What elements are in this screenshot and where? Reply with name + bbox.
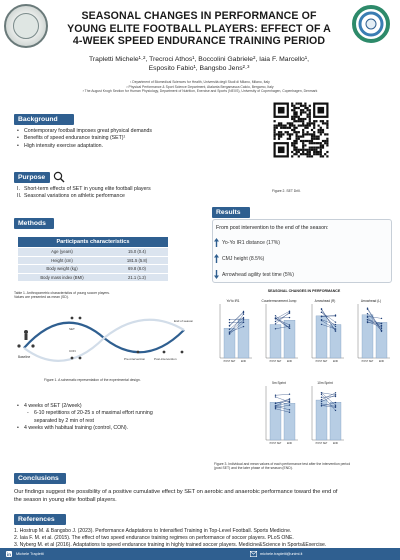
caption-line: Values are presented as mean (SD). — [14, 295, 69, 300]
svg-text:in: in — [7, 552, 11, 557]
data-point — [229, 325, 230, 326]
data-point — [335, 402, 336, 403]
data-point — [321, 308, 322, 309]
data-point — [321, 403, 322, 404]
list-item: • 4 weeks of SET (2/week) — [17, 403, 82, 409]
data-point — [335, 314, 336, 315]
reference-item: 2. Iaia F. M. et al. (2015). The effect of two speed endurance training regimes on performance of soccer players. PLoS ONE. — [14, 535, 294, 541]
data-point — [321, 397, 322, 398]
conclusions-heading: Conclusions — [14, 473, 66, 484]
table-cell-value: 21.1 (1.2) — [128, 274, 146, 280]
table-cell-label: Body weight (kg) — [46, 266, 78, 272]
x-tick-label: END — [332, 360, 339, 363]
bar-end — [238, 319, 249, 358]
data-point — [321, 405, 322, 406]
x-tick-label: END — [240, 360, 247, 363]
list-item-text: Seasonal variations on athletic performance — [24, 193, 125, 200]
data-point — [289, 394, 290, 395]
data-point — [321, 401, 322, 402]
caption-line: Figure 3. Individual and mean values of each performance test after the intervention period — [214, 462, 351, 466]
title-line: 4-WEEK SPEED ENDURANCE TRAINING PERIOD — [72, 35, 326, 47]
diagram-label-con: CON — [69, 349, 76, 353]
data-point — [335, 394, 336, 395]
list-item: - 6-10 repetitions of 20-25 s of maximal effort running — [27, 410, 153, 417]
results-heading: Results — [212, 207, 250, 218]
table-cell-value: 69.8 (8.0) — [128, 266, 146, 272]
list-marker: I. — [17, 186, 20, 192]
data-point — [321, 319, 322, 320]
data-point — [275, 315, 276, 316]
performance-plots — [212, 296, 396, 460]
purpose-list — [14, 186, 264, 201]
panel-title: Countermovement Jump — [261, 299, 297, 303]
methods-heading: Methods — [14, 218, 54, 229]
mail-icon — [250, 551, 257, 557]
conclusions-line: the season in young elite football players. — [14, 497, 117, 504]
list-item-text: 6-10 repetitions of 20-25 s of maximal effort running — [34, 410, 153, 417]
diagram-caption: Figure 1. A schematic representation of the experimental design. — [44, 378, 141, 382]
footer-email[interactable]: michele.trapletti@unimi.it — [260, 552, 303, 556]
affiliations — [30, 80, 370, 94]
table-row — [18, 256, 168, 265]
data-point — [275, 321, 276, 322]
results-intro: From post intervention to the end of the season: — [216, 225, 329, 231]
table-caption — [14, 291, 194, 300]
list-item-text: separated by 2 min of rest — [34, 417, 94, 424]
data-point — [335, 410, 336, 411]
conclusions-line: Our findings suggest the possibility of a positive cumulative effect by SET on aerobic and anaerobic performance toward the end of — [14, 489, 338, 495]
list-item-text: 4 weeks of SET (2/week) — [24, 403, 82, 409]
data-point — [381, 328, 382, 329]
individual-line — [276, 394, 290, 395]
x-tick-label: END — [378, 360, 385, 363]
data-point — [381, 325, 382, 326]
table-cell-value: 181.5 (5.8) — [126, 257, 148, 263]
caption-line: Table 1. Anthropometric characteristics of young soccer players. — [14, 291, 110, 295]
data-point — [321, 312, 322, 313]
x-tick-label: POST SET — [269, 360, 282, 363]
table-cell-label: Height (cm) — [51, 257, 73, 263]
list-item-text: High intensity exercise adaptation. — [24, 142, 104, 149]
affiliation-line: ² Physical Performance & Sport Science Department, Atalanta Bergamasca Calcio, Bergamo, Italy — [126, 84, 274, 89]
data-point — [335, 392, 336, 393]
data-point — [381, 331, 382, 332]
data-point — [229, 329, 230, 330]
conclusions-text — [14, 488, 392, 504]
list-item-text: 4 weeks with habitual training (control, CON). — [24, 425, 129, 432]
data-point — [243, 318, 244, 319]
result-line-text: Yo-Yo IR1 distance (17%) — [222, 239, 280, 246]
x-tick-label: END — [286, 442, 293, 445]
reference-item: 1. Hostrup M. & Bangsbo J. (2023). Performance Adaptations to Intensified Training in Top-Level Football. Sports Medicine. — [14, 528, 292, 534]
x-tick-label: POST SET — [315, 360, 328, 363]
data-point — [335, 321, 336, 322]
data-point — [335, 330, 336, 331]
data-point — [229, 322, 230, 323]
diagram-label-post: Post-intervention — [154, 357, 177, 361]
data-point — [275, 396, 276, 397]
diagram-label-pre: Pre-intervention — [124, 357, 146, 361]
qr-code-block — [272, 101, 330, 193]
list-item: • Benefits of speed endurance training (SET)¹ — [17, 135, 126, 142]
data-point — [275, 318, 276, 319]
data-point — [275, 408, 276, 409]
list-item — [14, 418, 204, 425]
qr-code — [272, 101, 330, 179]
result-line — [214, 270, 294, 279]
data-point — [321, 316, 322, 317]
university-seal-logo — [4, 4, 48, 48]
footer-bar — [0, 548, 400, 560]
plots-caption — [214, 462, 394, 471]
purpose-heading: Purpose — [14, 172, 50, 183]
caption-line: (post SET) and the later phase of the season (END). — [214, 466, 293, 471]
background-list — [14, 128, 264, 150]
x-tick-label: POST SET — [269, 442, 282, 445]
arrow-down-icon — [214, 270, 219, 279]
data-point — [229, 319, 230, 320]
list-item-text: Short-term effects of SET in young elite football players — [24, 186, 151, 192]
conference-logo — [348, 4, 394, 44]
list-item: • 4 weeks with habitual training (control, CON). — [17, 425, 129, 432]
data-point — [275, 405, 276, 406]
data-point — [289, 404, 290, 405]
data-point — [289, 326, 290, 327]
x-tick-label: POST SET — [315, 442, 328, 445]
x-tick-label: POST SET — [223, 360, 236, 363]
panel-title: Arrowhead (R) — [314, 299, 336, 303]
bar-post-set — [270, 325, 281, 358]
data-point — [275, 328, 276, 329]
authors — [54, 55, 344, 73]
authors-line: Trapletti Michele¹·², Trecroci Athos¹, Boccolini Gabriele², Iaia F. Marcello¹, — [89, 56, 309, 63]
list-item: • High intensity exercise adaptation. — [17, 142, 104, 149]
table-cell-label: Age (years) — [51, 249, 73, 254]
references-heading: References — [14, 514, 66, 525]
data-point — [243, 317, 244, 318]
result-line-text: CMJ height (8.5%) — [222, 255, 265, 262]
data-point — [229, 333, 230, 334]
data-point — [243, 319, 244, 320]
data-point — [321, 394, 322, 395]
data-point — [367, 313, 368, 314]
list-marker: II. — [17, 193, 22, 200]
data-point — [289, 311, 290, 312]
data-point — [367, 309, 368, 310]
data-point — [275, 395, 276, 396]
arrow-up-icon — [214, 254, 219, 263]
individual-line — [322, 395, 336, 402]
table-row — [18, 273, 168, 282]
data-point — [289, 399, 290, 400]
data-point — [243, 314, 244, 315]
data-point — [289, 409, 290, 410]
panel-title: 10m Sprint — [317, 381, 333, 385]
x-tick-label: END — [332, 442, 339, 445]
table-row — [18, 247, 168, 256]
result-line — [214, 254, 264, 263]
data-point — [367, 322, 368, 323]
data-point — [275, 323, 276, 324]
table-cell-value: 15.0 (0.4) — [128, 249, 146, 254]
x-tick-label: END — [286, 360, 293, 363]
x-tick-label: POST SET — [361, 360, 374, 363]
data-point — [381, 326, 382, 327]
experimental-design-diagram — [14, 308, 194, 370]
diagram-label-end: End of season — [174, 319, 194, 323]
result-line — [214, 238, 280, 247]
data-point — [275, 403, 276, 404]
data-point — [367, 319, 368, 320]
data-point — [335, 328, 336, 329]
data-point — [381, 323, 382, 324]
linkedin-icon — [6, 551, 12, 557]
table-title: Participants characteristics — [18, 237, 168, 247]
list-item-text: Benefits of speed endurance training (SET)¹ — [24, 135, 126, 142]
bar-post-set — [316, 316, 327, 358]
data-point — [289, 317, 290, 318]
panel-title: YoYo IR1 — [226, 299, 240, 303]
data-point — [335, 396, 336, 397]
authors-line: Esposito Fabio¹, Bangsbo Jens²·³ — [148, 65, 250, 72]
data-point — [335, 324, 336, 325]
bar-end — [376, 322, 387, 358]
methods-list — [14, 403, 204, 433]
reference-item: 3. Nyberg M. et al (2016). Adaptations to speed endurance training in highly trained soccer players. Medicine&Science in Sports&Exercise. — [14, 542, 327, 548]
list-item-text: Contemporary football imposes great physical demands — [24, 128, 153, 134]
list-item: • Contemporary football imposes great physical demands — [17, 128, 153, 134]
list-item — [14, 186, 264, 193]
data-point — [321, 399, 322, 400]
data-point — [335, 326, 336, 327]
diagram-label-start: Baseline — [18, 355, 31, 359]
plots-title: SEASONAL CHANGES IN PERFORMANCE — [267, 289, 341, 293]
data-point — [321, 324, 322, 325]
data-point — [289, 328, 290, 329]
magnifier-icon — [53, 171, 65, 183]
affiliation-line: ³ The August Krogh Section for Human Physiology, Department of Nutrition, Exercise and Sports (NEXS), University of Copenhagen, Copenhagen, Denmark — [82, 89, 318, 94]
data-point — [229, 331, 230, 332]
data-point — [367, 317, 368, 318]
title-line: YOUNG ELITE FOOTBALL PLAYERS: EFFECT OF A — [67, 22, 331, 35]
panel-title: 5m Sprint — [272, 381, 286, 385]
qr-caption: Figure 2. SET Drill. — [272, 189, 301, 193]
data-point — [243, 312, 244, 313]
diagram-label-set: SET — [69, 327, 75, 331]
data-point — [381, 318, 382, 319]
background-heading: Background — [14, 114, 74, 125]
affiliation-line: ¹ Department of Biomedical Sciences for Health, Università degli Studi di Milano, Milano, Italy — [130, 80, 270, 84]
data-point — [289, 324, 290, 325]
arrow-up-icon — [214, 238, 219, 247]
panel-title: Arrowhead (L) — [360, 299, 382, 303]
data-point — [243, 326, 244, 327]
poster-title — [54, 10, 344, 48]
table-row — [18, 264, 168, 273]
data-point — [321, 392, 322, 393]
data-point — [243, 321, 244, 322]
data-point — [335, 406, 336, 407]
data-point — [289, 412, 290, 413]
result-line-text: Arrowhead agility test time (5%) — [222, 271, 294, 278]
list-item — [14, 193, 264, 200]
data-point — [289, 402, 290, 403]
title-line: SEASONAL CHANGES IN PERFORMANCE OF — [81, 10, 317, 22]
data-point — [289, 313, 290, 314]
table-cell-label: Body mass index (BMI) — [40, 274, 84, 280]
footer-name: Michele Trapletti — [16, 552, 44, 556]
participants-table — [18, 237, 168, 281]
